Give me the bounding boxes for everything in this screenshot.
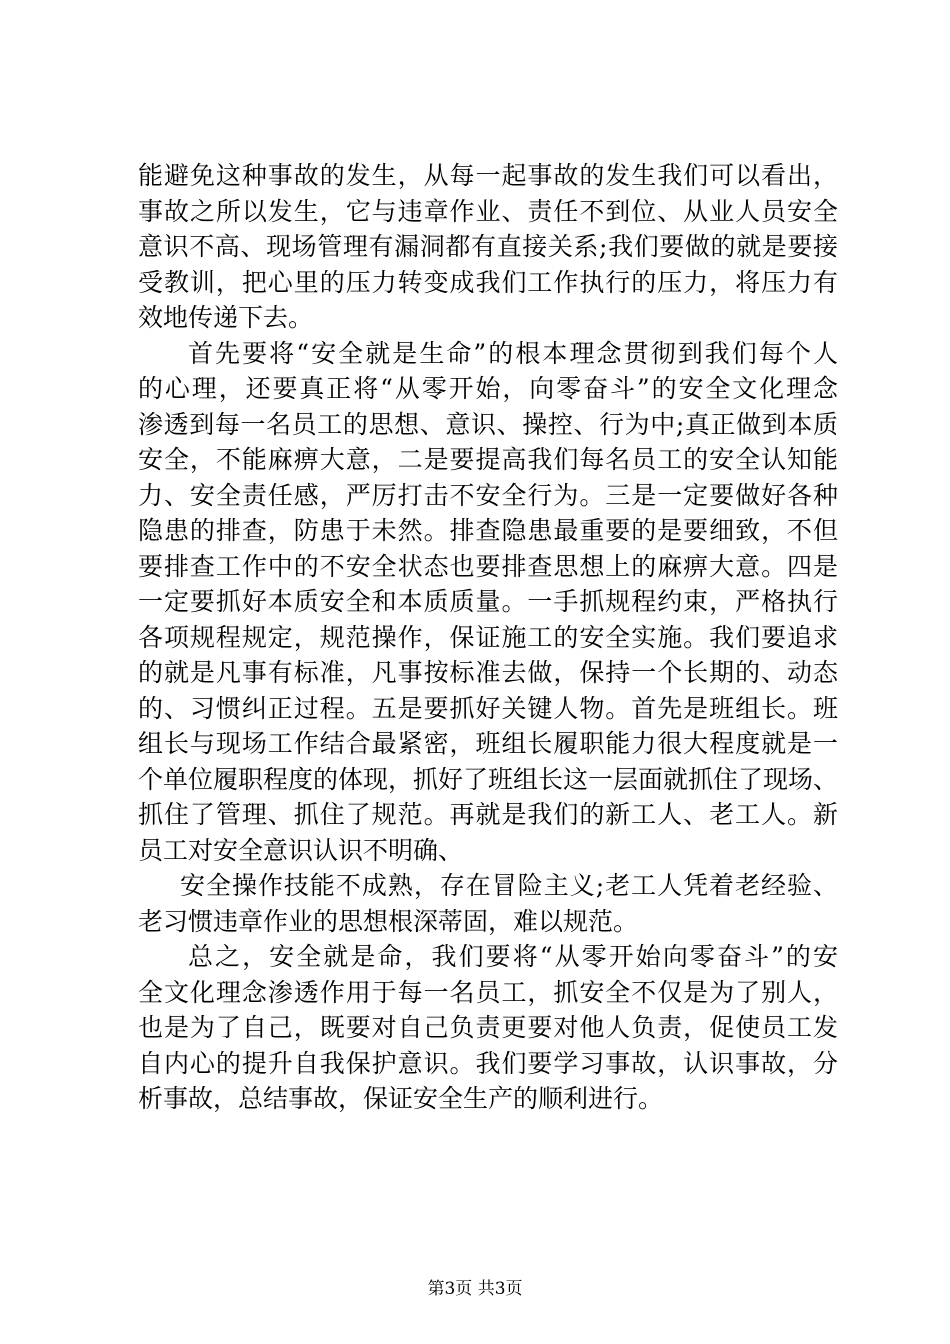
body-text bbox=[138, 158, 838, 1117]
text-line: 隐患的排查，防患于未然。排查隐患最重要的是要细致，不但 bbox=[138, 516, 838, 545]
text-line: 各项规程规定，规范操作，保证施工的安全实施。我们要追求 bbox=[138, 622, 838, 652]
text-line: 意识不高、现场管理有漏洞都有直接关系;我们要做的就是要接 bbox=[138, 232, 838, 261]
text-line: 的心理，还要真正将“从零开始，向零奋斗”的安全文化理念 bbox=[138, 374, 838, 403]
text-line: 能避免这种事故的发生，从每一起事故的发生我们可以看出， bbox=[138, 161, 838, 190]
text-line: 的、习惯纠正过程。五是要抓好关键人物。首先是班组长。班 bbox=[138, 693, 838, 723]
text-line: 渗透到每一名员工的思想、意识、操控、行为中;真正做到本质 bbox=[138, 409, 838, 439]
text-line: 全文化理念渗透作用于每一名员工，抓安全不仅是为了别人， bbox=[138, 977, 838, 1007]
text-line: 效地传递下去。 bbox=[138, 303, 314, 332]
text-line: 力、安全责任感，严厉打击不安全行为。三是一定要做好各种 bbox=[138, 480, 838, 510]
text-line: 也是为了自己，既要对自己负责更要对他人负责，促使员工发 bbox=[138, 1013, 838, 1042]
text-line: 安全，不能麻痹大意，二是要提高我们每名员工的安全认知能 bbox=[138, 445, 838, 474]
text-line: 安全操作技能不成熟，存在冒险主义;老工人凭着老经验、 bbox=[180, 871, 838, 900]
text-line: 老习惯违章作业的思想根深蒂固，难以规范。 bbox=[138, 906, 639, 936]
text-line: 个单位履职程度的体现，抓好了班组长这一层面就抓住了现场、 bbox=[138, 764, 839, 794]
text-line: 抓住了管理、抓住了规范。再就是我们的新工人、老工人。新 bbox=[138, 800, 838, 829]
text-line: 员工对安全意识认识不明确、 bbox=[138, 835, 464, 865]
text-line: 析事故，总结事故，保证安全生产的顺利进行。 bbox=[138, 1084, 664, 1113]
text-line: 一定要抓好本质安全和本质质量。一手抓规程约束，严格执行 bbox=[138, 587, 838, 616]
text-line: 首先要将“安全就是生命”的根本理念贯彻到我们每个人 bbox=[188, 338, 838, 368]
text-line: 受教训，把心里的压力转变成我们工作执行的压力，将压力有 bbox=[138, 267, 838, 297]
text-line: 的就是凡事有标准，凡事按标准去做，保持一个长期的、动态 bbox=[138, 658, 838, 687]
text-line: 要排查工作中的不安全状态也要排查思想上的麻痹大意。四是 bbox=[138, 551, 838, 581]
text-line: 组长与现场工作结合最紧密，班组长履职能力很大程度就是一 bbox=[138, 729, 838, 758]
text-line: 事故之所以发生，它与违章作业、责任不到位、从业人员安全 bbox=[138, 196, 838, 226]
text-line: 自内心的提升自我保护意识。我们要学习事故，认识事故，分 bbox=[138, 1048, 838, 1078]
text-line: 总之，安全就是命，我们要将“从零开始向零奋斗”的安 bbox=[188, 942, 838, 971]
page-number-footer: 第3页 共3页 bbox=[427, 1279, 523, 1299]
